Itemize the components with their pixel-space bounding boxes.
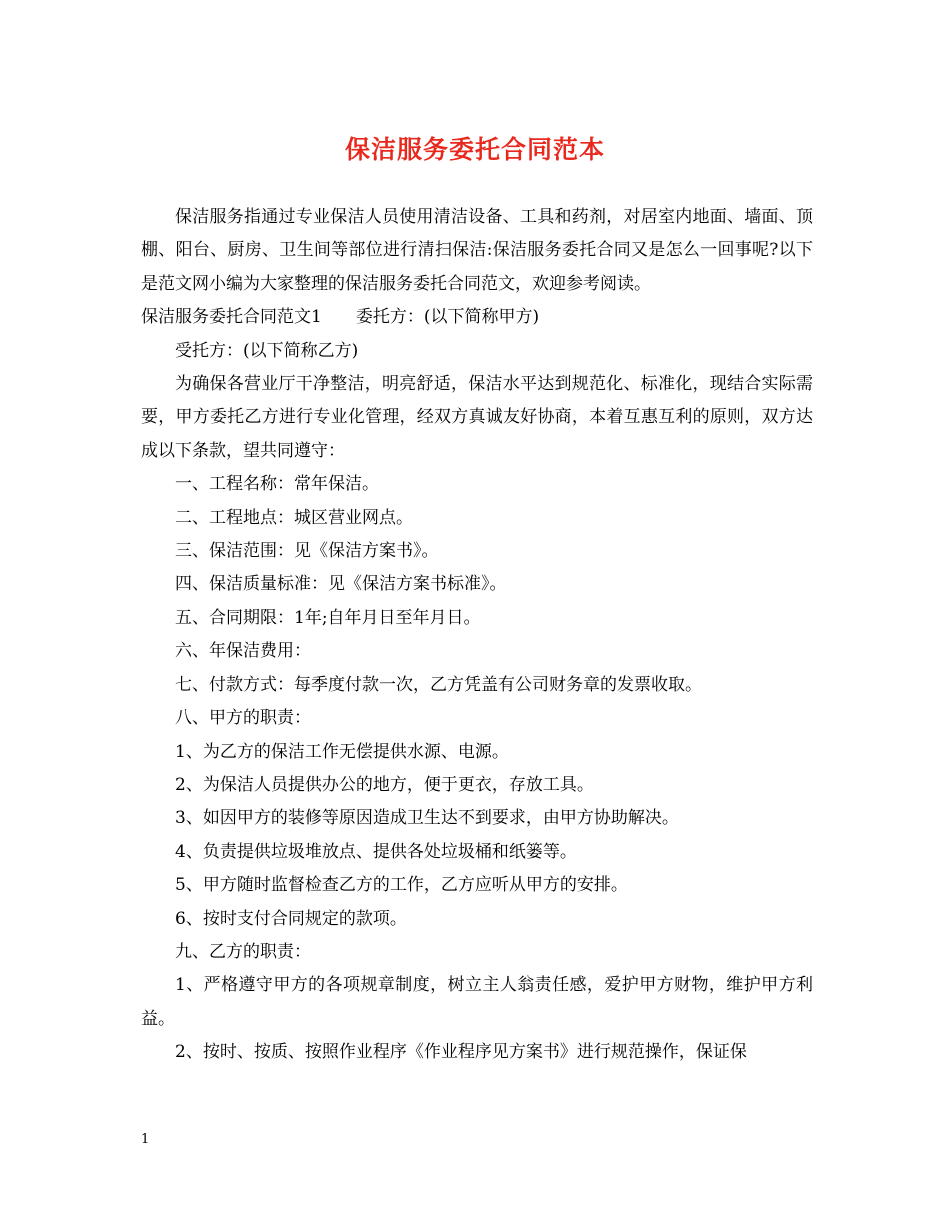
document-title: 保洁服务委托合同范本 xyxy=(344,135,605,164)
paragraph: 四、保洁质量标准：见《保洁方案书标准》。 xyxy=(175,574,507,595)
paragraph: 九、乙方的职责： xyxy=(175,941,311,962)
paragraph: 三、保洁范围：见《保洁方案书》。 xyxy=(175,541,439,562)
paragraph: 七、付款方式：每季度付款一次，乙方凭盖有公司财务章的发票收取。 xyxy=(175,674,702,695)
paragraph: 2、按时、按质、按照作业程序《作业程序见方案书》进行规范操作，保证保 xyxy=(175,1042,747,1063)
paragraph: 4、负责提供垃圾堆放点、提供各处垃圾桶和纸篓等。 xyxy=(175,841,577,862)
paragraph: 保洁服务指通过专业保洁人员使用清洁设备、工具和药剂，对居室内地面、墙面、顶棚、阳台、厨房、卫生间等部位进行清扫保洁:保洁服务委托合同又是怎么一回事呢?以下是范文网小编为大家整理的保洁服务委托合同范文，欢迎参考阅读。 xyxy=(141,207,813,294)
paragraph: 五、合同期限：1年;自年月日至年月日。 xyxy=(175,607,481,628)
page-number: 1 xyxy=(141,1132,150,1147)
paragraph: 六、年保洁费用： xyxy=(175,641,311,662)
paragraph: 2、为保洁人员提供办公的地方，便于更衣，存放工具。 xyxy=(175,774,594,795)
paragraph: 为确保各营业厅干净整洁，明亮舒适，保洁水平达到规范化、标准化，现结合实际需要，甲方委托乙方进行专业化管理，经双方真诚友好协商，本着互惠互利的原则，双方达成以下条款，望共同遵守： xyxy=(141,374,813,461)
paragraph: 5、甲方随时监督检查乙方的工作，乙方应听从甲方的安排。 xyxy=(175,875,628,896)
paragraph: 八、甲方的职责： xyxy=(175,708,311,729)
paragraph: 一、工程名称：常年保洁。 xyxy=(175,474,379,495)
paragraph: 受托方：(以下简称乙方) xyxy=(175,340,359,361)
paragraph: 保洁服务委托合同范文1 委托方：(以下简称甲方) xyxy=(141,307,540,328)
document-body xyxy=(141,201,813,1070)
paragraph: 3、如因甲方的装修等原因造成卫生达不到要求，由甲方协助解决。 xyxy=(175,808,679,829)
paragraph: 二、工程地点：城区营业网点。 xyxy=(175,507,413,528)
paragraph: 1、为乙方的保洁工作无偿提供水源、电源。 xyxy=(175,741,509,762)
paragraph: 1、严格遵守甲方的各项规章制度，树立主人翁责任感，爱护甲方财物，维护甲方利益。 xyxy=(141,975,813,1029)
paragraph: 6、按时支付合同规定的款项。 xyxy=(175,908,407,929)
